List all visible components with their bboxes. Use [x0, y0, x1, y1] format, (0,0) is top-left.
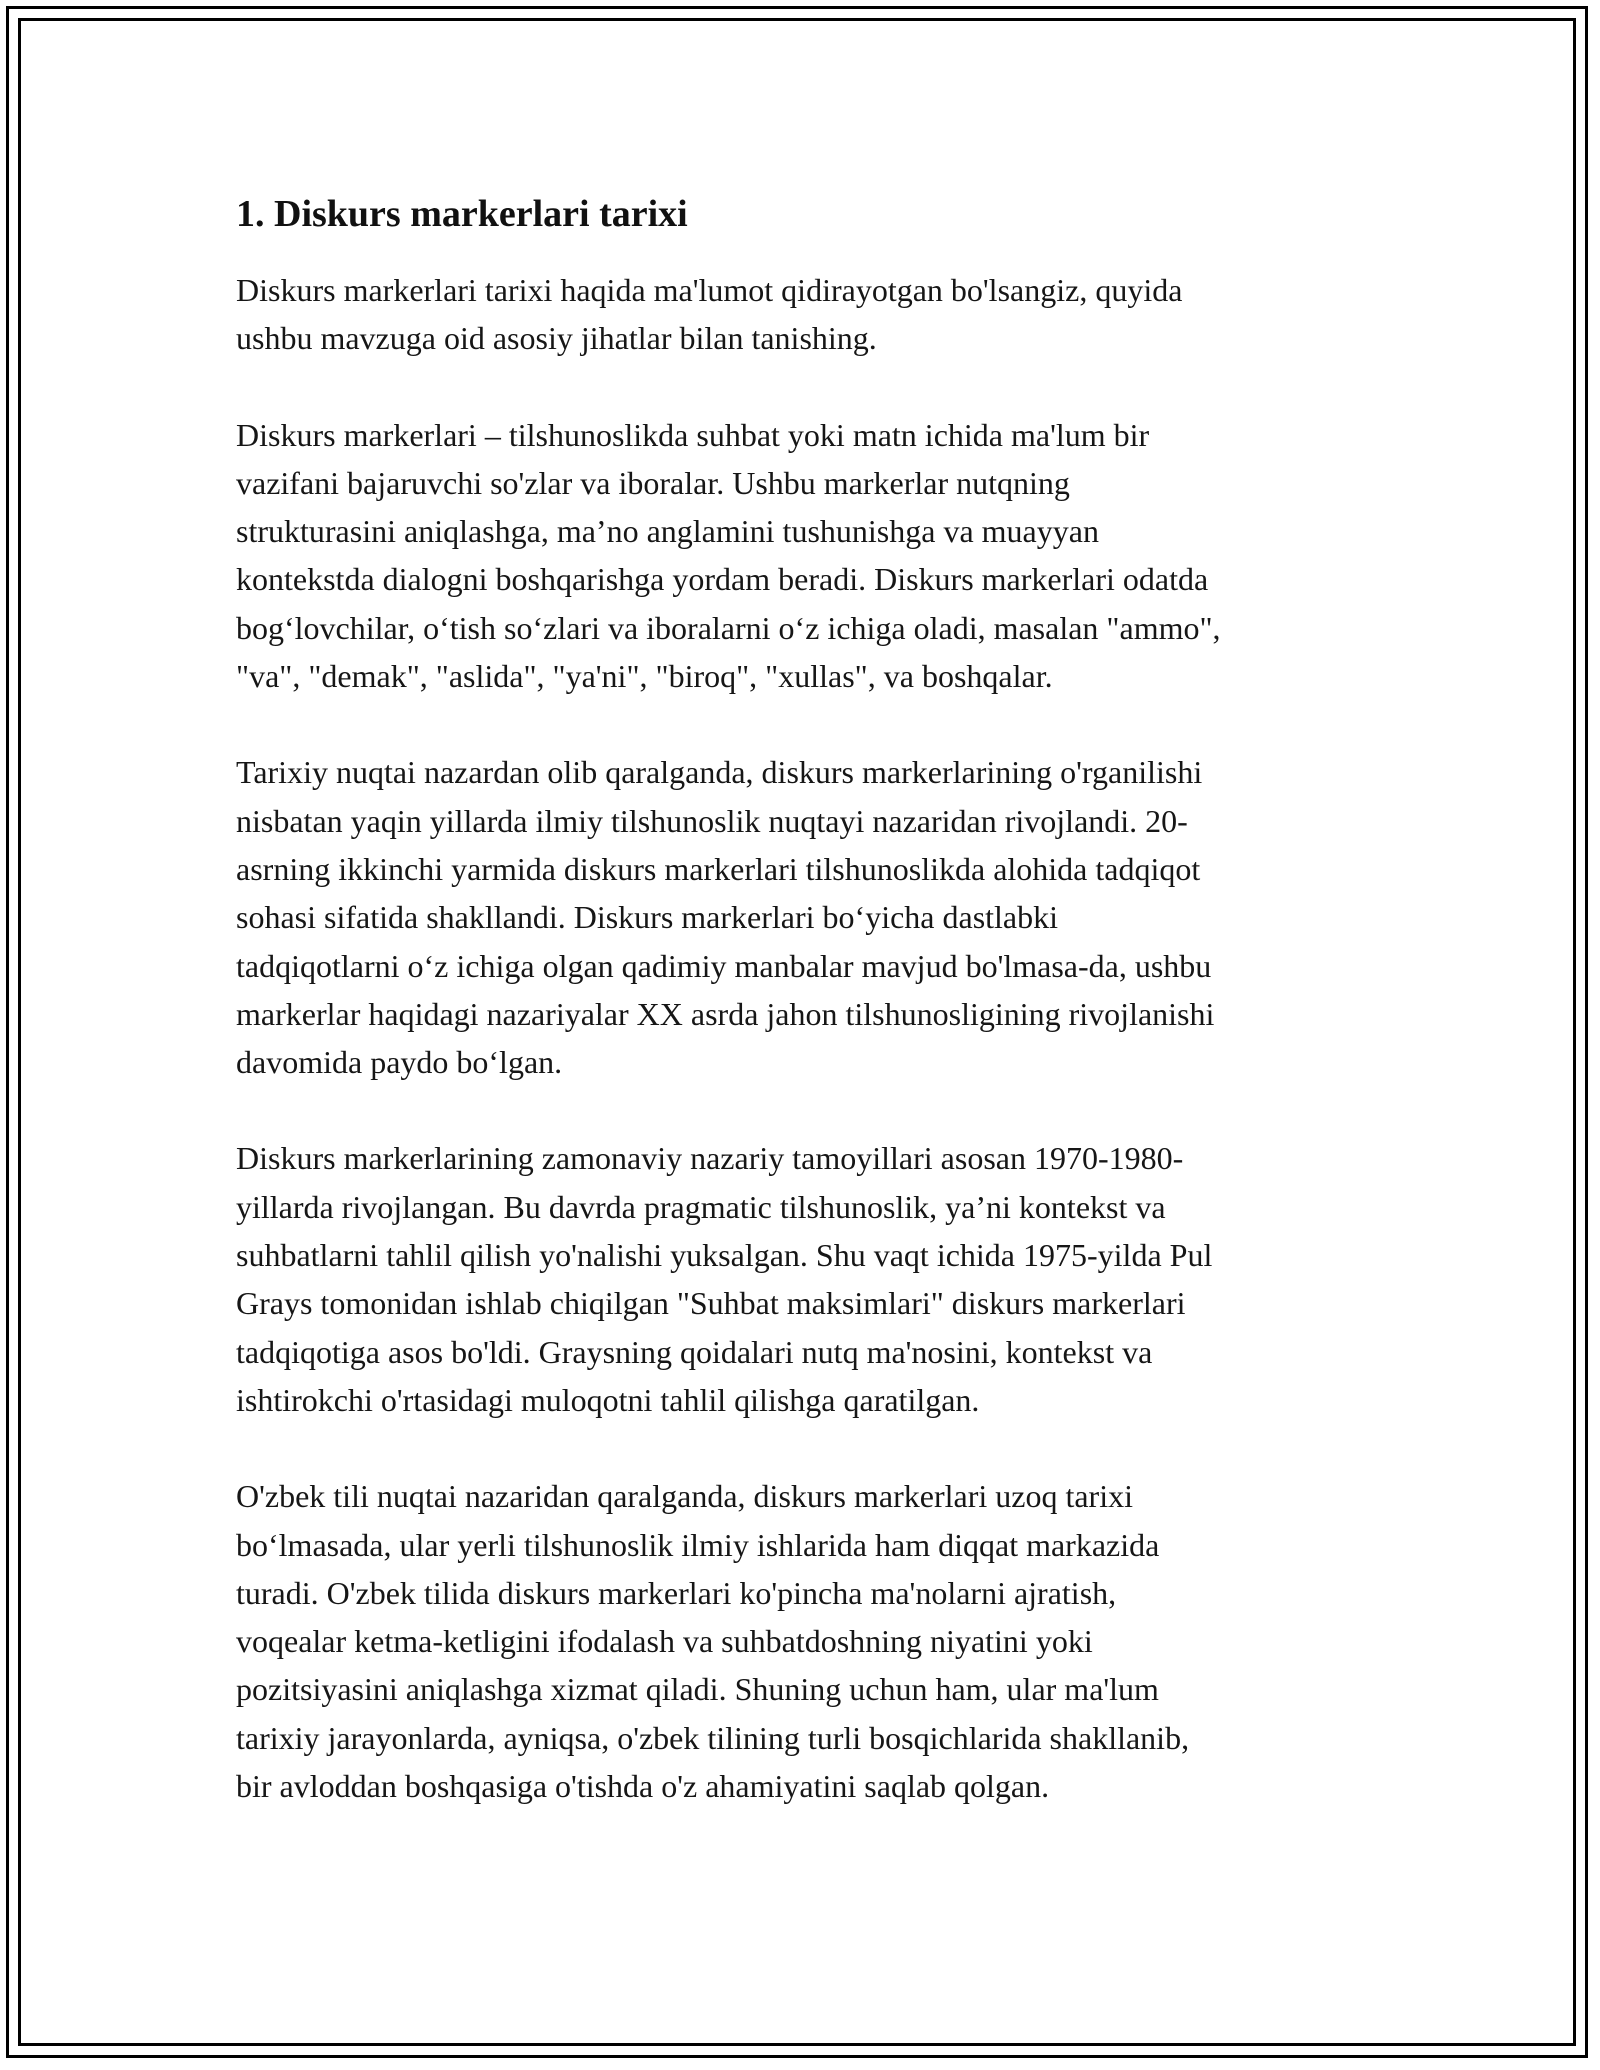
paragraph-definition: Diskurs markerlari – tilshunoslikda suhbat yoki matn ichida ma'lum bir vazifani bajaruvchi so'zlar va iboralar. Ushbu markerlar nutqning strukturasini aniqlashga, ma’no anglamini tushunishga va muayyan kontekstda dialogni boshqarishga yordam beradi. Diskurs markerlari odatda bog‘lovchilar, o‘tish so‘zlari va iboralarni o‘z ichiga oladi, masalan "ammo", "va", "demak", "aslida", "ya'ni", "biroq", "xullas", va boshqalar.: [236, 416, 1221, 695]
paragraph-history: Tarixiy nuqtai nazardan olib qaralganda, diskurs markerlarining o'rganilishi nisbatan yaqin yillarda ilmiy tilshunoslik nuqtayi nazaridan rivojlandi. 20- asrning ikkinchi yarmida diskurs markerlari tilshunoslikda alohida tadqiqot sohasi sifatida shakllandi. Diskurs markerlari bo‘yicha dastlabki tadqiqotlarni o‘z ichiga olgan qadimiy manbalar mavjud bo'lmasa-da, ushbu markerlar haqidagi nazariyalar XX asrda jahon tilshunosligining rivojlanishi davomida paydo bo‘lgan.: [236, 754, 1215, 1081]
paragraph-uzbek-language: O'zbek tili nuqtai nazaridan qaralganda, diskurs markerlari uzoq tarixi bo‘lmasada, ular yerli tilshunoslik ilmiy ishlarida ham diqqat markazida turadi. O'zbek tilida diskurs markerlari ko'pincha ma'nolarni ajratish, voqealar ketma-ketligini ifodalash va suhbatdoshning niyatini yoki pozitsiyasini aniqlashga xizmat qiladi. Shuning uchun ham, ular ma'lum tarixiy jarayonlarda, ayniqsa, o'zbek tilining turli bosqichlarida shakllanib, bir avloddan boshqasiga o'tishda o'z ahamiyatini saqlab qolgan.: [236, 1478, 1190, 1805]
paragraph-intro: Diskurs markerlari tarixi haqida ma'lumot qidirayotgan bo'lsangiz, quyida ushbu mavzuga oid asosiy jihatlar bilan tanishing.: [236, 272, 1183, 357]
page-title: 1. Diskurs markerlari tarixi: [236, 193, 688, 235]
document-body: [236, 190, 1376, 1858]
paragraph-modern-theory: Diskurs markerlarining zamonaviy nazariy tamoyillari asosan 1970-1980- yillarda rivojlangan. Bu davrda pragmatic tilshunoslik, ya’ni kontekst va suhbatlarni tahlil qilish yo'nalishi yuksalgan. Shu vaqt ichida 1975-yilda Pul Grays tomonidan ishlab chiqilgan "Suhbat maksimlari" diskurs markerlari tadqiqotiga asos bo'ldi. Graysning qoidalari nutq ma'nosini, kontekst va ishtirokchi o'rtasidagi muloqotni tahlil qilishga qaratilgan.: [236, 1140, 1213, 1418]
